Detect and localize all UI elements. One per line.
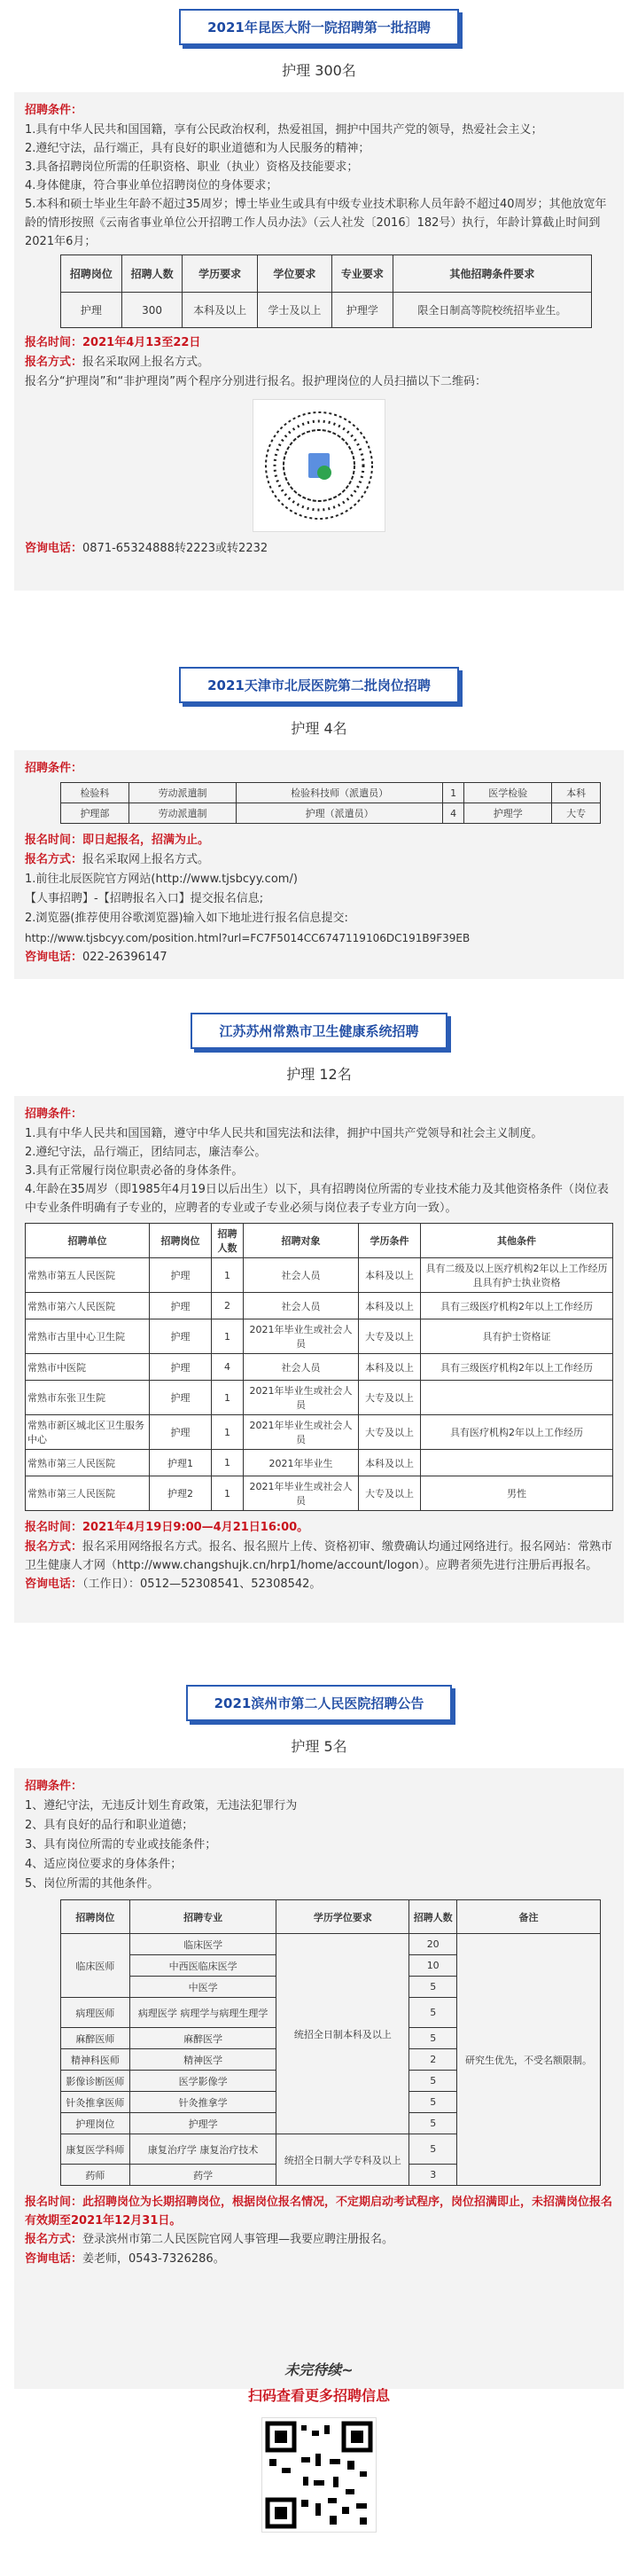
section-binzhou (0, 1685, 638, 2389)
td: 1 (212, 1258, 244, 1293)
td: 检验科 (61, 783, 129, 803)
td: 护理学 (331, 293, 393, 328)
time-value: 2021年4月13至22日 (82, 336, 201, 349)
td: 护理 (150, 1415, 212, 1450)
time-value: 即日起报名，招满为止。 (82, 834, 210, 847)
td: 常熟市第三人民医院 (26, 1476, 150, 1511)
section-changshu (0, 1013, 638, 1623)
cond-4: 4.年龄在35周岁（即1985年4月19日以后出生）以下，具有招聘岗位所需的专业技术能力及其他资格条件（岗位表中专业条件明确有子专业的，应聘者的专业或子专业必须与岗位表子专业方向一致）。 (25, 1183, 609, 1215)
cond-label: 招聘条件： (25, 1108, 83, 1121)
cond-label: 招聘条件： (25, 1780, 83, 1793)
td: 2021年毕业生或社会人员 (244, 1381, 359, 1415)
section-title: 2021年昆医大附一院招聘第一批招聘 (179, 9, 459, 45)
td: 5 (409, 2134, 457, 2165)
td: 医学影像学 (129, 2071, 276, 2092)
td: 中医学 (129, 1977, 276, 1998)
td: 护理1 (150, 1450, 212, 1476)
th: 招聘人数 (121, 255, 183, 293)
td: 学士及以上 (257, 293, 331, 328)
td: 护理学 (129, 2113, 276, 2134)
cond-4: 4.身体健康，符合事业单位招聘岗位的身体要求； (25, 179, 278, 192)
info-panel (14, 92, 624, 591)
td: 临床医学 (129, 1934, 276, 1955)
th: 招聘人数 (409, 1900, 457, 1934)
td: 20 (409, 1934, 457, 1955)
th: 学位要求 (257, 255, 331, 293)
method-value: 报名采用网络报名方式。报名、报名照片上传、资格初审、缴费确认均通过网络进行。报名网站：常熟市卫生健康人才网（http://www.changshujk.cn/hrp1/home/account/logon）。应聘者须先进行注册后再报名。 (25, 1540, 613, 1572)
td: 5 (409, 1998, 457, 2028)
time-value: 此招聘岗位为长期招聘岗位，根据岗位报名情况，不定期启动考试程序，岗位招满即止，未招满岗位报名有效期至2021年12月31日。 (25, 2196, 613, 2228)
method-label: 报名方式： (25, 356, 83, 369)
td: 社会人员 (244, 1354, 359, 1381)
td: 常熟市中医院 (26, 1354, 150, 1381)
th: 专业要求 (331, 255, 393, 293)
td: 社会人员 (244, 1293, 359, 1319)
td: 5 (409, 2071, 457, 2092)
td: 5 (409, 2028, 457, 2049)
td: 10 (409, 1955, 457, 1977)
step-1[interactable]: 1.前往北辰医院官方网站(http://www.tjsbcyy.com/) (25, 873, 298, 886)
td: 统招全日制本科及以上 (276, 1934, 409, 2134)
td: 麻醉医学 (129, 2028, 276, 2049)
th: 其他招聘条件要求 (393, 255, 591, 293)
th: 备注 (457, 1900, 601, 1934)
qr-code[interactable] (253, 399, 385, 532)
td: 研究生优先，不受名额限制。 (457, 1934, 601, 2186)
td: 麻醉医师 (61, 2028, 130, 2049)
td: 1 (212, 1381, 244, 1415)
td: 3 (409, 2165, 457, 2186)
method-label: 报名方式： (25, 853, 83, 866)
position-table (60, 254, 592, 328)
td: 具有三级医疗机构2年以上工作经历 (421, 1354, 613, 1381)
td: 护理部 (61, 803, 129, 824)
td: 病理医学 病理学与病理生理学 (129, 1998, 276, 2028)
td: 护理 (61, 293, 122, 328)
tel-value: 姜老师，0543-7326286。 (82, 2252, 225, 2266)
th: 招聘单位 (26, 1224, 150, 1258)
td: 劳动派遣制 (128, 783, 236, 803)
cond-3: 3、具有岗位所需的专业或技能条件； (25, 1838, 217, 1852)
td: 护理（派遣员） (237, 803, 443, 824)
td: 护理学 (464, 803, 552, 824)
th: 学历条件 (359, 1224, 421, 1258)
td: 5 (409, 2092, 457, 2113)
td: 影像诊断医师 (61, 2071, 130, 2092)
td: 2021年毕业生或社会人员 (244, 1319, 359, 1354)
tel-value: （工作日）：0512—52308541、52308542。 (82, 1578, 322, 1591)
tel-value: 022-26396147 (82, 951, 167, 964)
cond-2: 2.遵纪守法，品行端正，具有良好的职业道德和为人民服务的精神； (25, 142, 370, 155)
method-label: 报名方式： (25, 2233, 83, 2246)
td: 限全日制高等院校统招毕业生。 (393, 293, 591, 328)
td: 2021年毕业生 (244, 1450, 359, 1476)
method-value: 报名采取网上报名方式。 (82, 356, 210, 369)
td: 1 (212, 1415, 244, 1450)
td: 临床医师 (61, 1934, 130, 1998)
qr-code-icon (262, 2418, 376, 2532)
footer-qr-code[interactable] (261, 2417, 377, 2533)
method-value: 登录滨州市第二人民医院官网人事管理—我要应聘注册报名。 (82, 2233, 394, 2246)
td: 护理 (150, 1293, 212, 1319)
th: 其他条件 (421, 1224, 613, 1258)
td: 本科 (552, 783, 601, 803)
td: 常熟市新区城北区卫生服务中心 (26, 1415, 150, 1450)
td: 1 (212, 1476, 244, 1511)
td: 护理 (150, 1381, 212, 1415)
cond-5: 5、岗位所需的其他条件。 (25, 1877, 160, 1891)
td: 大专 (552, 803, 601, 824)
td: 护理 (150, 1258, 212, 1293)
td: 300 (121, 293, 183, 328)
method-value: 报名采取网上报名方式。 (82, 853, 210, 866)
td: 具有护士资格证 (421, 1319, 613, 1354)
td: 1 (212, 1450, 244, 1476)
tel-label: 咨询电话： (25, 1578, 83, 1591)
td: 具有三级医疗机构2年以上工作经历 (421, 1293, 613, 1319)
td: 精神科医师 (61, 2049, 130, 2071)
td (421, 1381, 613, 1415)
td (421, 1450, 613, 1476)
time-label: 报名时间： (25, 336, 83, 349)
td: 护理 (150, 1354, 212, 1381)
th: 招聘人数 (212, 1224, 244, 1258)
td: 药学 (129, 2165, 276, 2186)
tel-label: 咨询电话： (25, 542, 83, 555)
td: 检验科技师（派遣员） (237, 783, 443, 803)
td: 具有二级及以上医疗机构2年以上工作经历且具有护士执业资格 (421, 1258, 613, 1293)
position-table (60, 782, 601, 824)
post-count: 护理 4名 (291, 720, 347, 737)
td: 常熟市第三人民医院 (26, 1450, 150, 1476)
time-value: 2021年4月19日9:00—4月21日16:00。 (82, 1521, 309, 1534)
td: 康复医学科师 (61, 2134, 130, 2165)
cond-4: 4、适应岗位要求的身体条件； (25, 1858, 183, 1871)
td: 大专及以上 (359, 1476, 421, 1511)
td: 护理岗位 (61, 2113, 130, 2134)
cond-2: 2.遵纪守法，品行端正，团结同志，廉洁奉公。 (25, 1146, 267, 1159)
td: 2021年毕业生或社会人员 (244, 1476, 359, 1511)
info-panel (14, 750, 624, 979)
td: 医学检验 (464, 783, 552, 803)
td: 常熟市第五人民医院 (26, 1258, 150, 1293)
section-title: 2021天津市北辰医院第二批岗位招聘 (179, 667, 459, 703)
register-url[interactable]: http://www.tjsbcyy.com/position.html?url=FC7F5014CC6747119106DC191B9F39EB (25, 932, 471, 944)
cond-1: 1.具有中华人民共和国国籍，享有公民政治权利，热爱祖国，拥护中国共产党的领导，热爱社会主义； (25, 123, 543, 137)
scan-hint: 扫码查看更多招聘信息 (247, 2387, 390, 2404)
time-label: 报名时间： (25, 2196, 83, 2209)
cond-2: 2、具有良好的品行和职业道德； (25, 1819, 194, 1832)
info-panel (14, 1768, 624, 2389)
section-title: 2021滨州市第二人民医院招聘公告 (186, 1685, 453, 1721)
td: 大专及以上 (359, 1415, 421, 1450)
to-be-continued: 未完待续~ (284, 2361, 354, 2378)
td: 病理医师 (61, 1998, 130, 2028)
td: 常熟市东张卫生院 (26, 1381, 150, 1415)
cond-label: 招聘条件： (25, 762, 83, 775)
td: 康复治疗学 康复治疗技术 (129, 2134, 276, 2165)
th: 招聘对象 (244, 1224, 359, 1258)
post-count: 护理 5名 (291, 1738, 347, 1755)
td: 男性 (421, 1476, 613, 1511)
td: 本科及以上 (359, 1450, 421, 1476)
td: 精神医学 (129, 2049, 276, 2071)
td: 4 (212, 1354, 244, 1381)
td: 大专及以上 (359, 1319, 421, 1354)
qr-code-icon (253, 400, 385, 531)
th: 招聘专业 (129, 1900, 276, 1934)
td: 中西医临床医学 (129, 1955, 276, 1977)
td: 统招全日制大学专科及以上 (276, 2134, 409, 2186)
tel-label: 咨询电话： (25, 2252, 83, 2266)
th: 学历学位要求 (276, 1900, 409, 1934)
td: 护理2 (150, 1476, 212, 1511)
section-title: 江苏苏州常熟市卫生健康系统招聘 (191, 1013, 447, 1049)
th: 学历要求 (183, 255, 257, 293)
position-table (60, 1899, 601, 2186)
footer (0, 2359, 638, 2540)
post-count: 护理 300名 (282, 62, 356, 79)
td: 具有医疗机构2年以上工作经历 (421, 1415, 613, 1450)
time-label: 报名时间： (25, 1521, 83, 1534)
th: 招聘岗位 (61, 1900, 130, 1934)
time-label: 报名时间： (25, 834, 83, 847)
td: 药师 (61, 2165, 130, 2186)
cond-1: 1.具有中华人民共和国国籍，遵守中华人民共和国宪法和法律，拥护中国共产党领导和社会主义制度。 (25, 1127, 543, 1140)
td: 本科及以上 (359, 1258, 421, 1293)
td: 1 (442, 783, 463, 803)
cond-5: 5.本科和硕士毕业生年龄不超过35周岁；博士毕业生或具有中级专业技术职称人员年龄不超过40周岁；其他放宽年龄的情形按照《云南省事业单位公开招聘工作人员办法》（云人社发〔2016〕182号）执行，年龄计算截止时间到2021年6月； (25, 198, 607, 248)
td: 5 (409, 1977, 457, 1998)
td: 常熟市古里中心卫生院 (26, 1319, 150, 1354)
td: 本科及以上 (183, 293, 257, 328)
post-count: 护理 12名 (286, 1066, 352, 1083)
td: 针灸推拿医师 (61, 2092, 130, 2113)
td: 4 (442, 803, 463, 824)
td: 社会人员 (244, 1258, 359, 1293)
info-panel (14, 1096, 624, 1623)
tel-label: 咨询电话： (25, 951, 83, 964)
cond-3: 3.具备招聘岗位所需的任职资格、职业（执业）资格及技能要求； (25, 161, 359, 174)
note: 报名分“护理岗”和“非护理岗”两个程序分别进行报名。报护理岗位的人员扫描以下二维码： (25, 375, 486, 388)
td: 针灸推拿学 (129, 2092, 276, 2113)
method-label: 报名方式： (25, 1540, 83, 1554)
section-tianjin (0, 667, 638, 979)
th: 招聘岗位 (150, 1224, 212, 1258)
th: 招聘岗位 (61, 255, 122, 293)
cond-1: 1、遵纪守法，无违反计划生育政策，无违法犯罪行为 (25, 1799, 298, 1813)
td: 2 (409, 2049, 457, 2071)
td: 本科及以上 (359, 1293, 421, 1319)
td: 本科及以上 (359, 1354, 421, 1381)
td: 劳动派遣制 (128, 803, 236, 824)
tel-value: 0871-65324888转2223或转2232 (82, 542, 268, 555)
td: 大专及以上 (359, 1381, 421, 1415)
td: 1 (212, 1319, 244, 1354)
position-table (25, 1223, 613, 1511)
td: 2 (212, 1293, 244, 1319)
td: 2021年毕业生或社会人员 (244, 1415, 359, 1450)
cond-label: 招聘条件： (25, 104, 83, 117)
step-1b: 【人事招聘】-【招聘报名入口】提交报名信息; (25, 892, 264, 905)
td: 常熟市第六人民医院 (26, 1293, 150, 1319)
cond-3: 3.具有正常履行岗位职责必备的身体条件。 (25, 1164, 244, 1178)
step-2: 2.浏览器(推荐使用谷歌浏览器)输入如下地址进行报名信息提交: (25, 912, 348, 925)
td: 5 (409, 2113, 457, 2134)
td: 护理 (150, 1319, 212, 1354)
section-kunming (0, 9, 638, 591)
